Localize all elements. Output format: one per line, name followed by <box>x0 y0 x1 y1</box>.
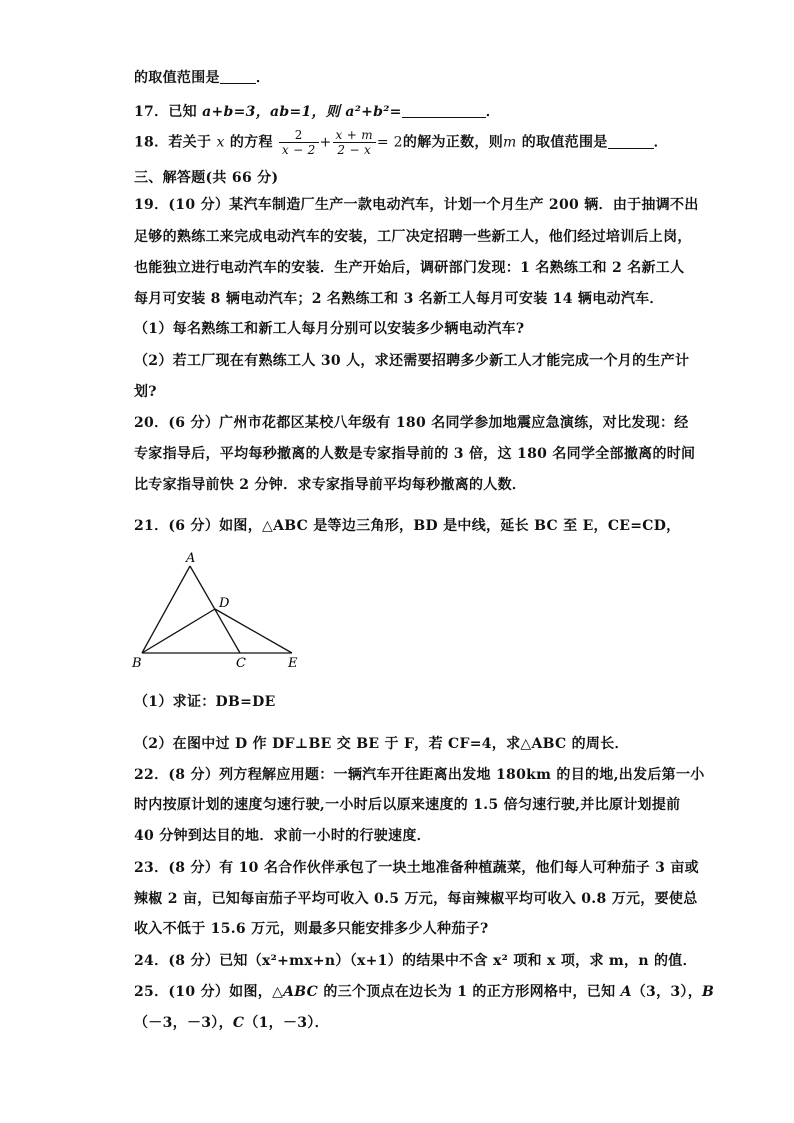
fraction-2: $\frac{x + m}{2 - x}$ <box>333 128 376 157</box>
q20-line-3: 比专家指导前快 2 分钟．求专家指导前平均每秒撤离的人数． <box>134 477 527 493</box>
label-C: C <box>236 656 246 671</box>
q20-line-2: 专家指导后，平均每秒撤离的人数是专家指导前的 3 倍，这 180 名同学全部撤离的时间 <box>134 446 696 462</box>
q23-line-3: 收入不低于 15.6 万元，则最多只能安排多少人种茄子? <box>134 921 489 937</box>
q19-line-4: 每月可安装 8 辆电动汽车；2 名熟练工和 3 名新工人每月可安装 14 辆电动汽车． <box>134 291 664 307</box>
label-D: D <box>219 596 230 611</box>
answer-blank <box>220 70 256 84</box>
q19-line-1: 19．(10 分）某汽车制造厂生产一款电动汽车，计划一个月生产 200 辆．由于抽调不出 <box>134 197 699 213</box>
question-17: 17．已知 a+b=3，ab=1，则 a²+b²= ． <box>134 104 501 120</box>
q22-line-2: 时内按原计划的速度匀速行驶,一小时后以原来速度的 1.5 倍匀速行驶,并比原计划提前 <box>134 797 681 813</box>
q22-line-3: 40 分钟到达目的地．求前一小时的行驶速度． <box>134 828 431 844</box>
q19-line-3: 也能独立进行电动汽车的安装．生产开始后，调研部门发现：1 名熟练工和 2 名新工人 <box>134 260 685 276</box>
triangle-figure <box>128 548 308 673</box>
q23-line-1: 23．(8 分）有 10 名合作伙伴承包了一块土地准备种植蔬菜，他们每人可种茄子 3 亩或 <box>134 860 699 876</box>
q25-line-2: （－3，－3），C（1，－3）． <box>134 1015 329 1031</box>
answer-blank <box>402 104 486 118</box>
q24-line-1: 24．(8 分）已知（x²+mx+n）（x+1）的结果中不含 x² 项和 x 项，求 m，n 的值． <box>134 953 697 969</box>
q20-line-1: 20．(6 分）广州市花都区某校八年级有 180 名同学参加地震应急演练，对比发现：经 <box>134 415 689 431</box>
answer-blank <box>608 135 654 149</box>
q16-tail: 的取值范围是 ． <box>134 70 271 86</box>
q19-part-2b: 划? <box>134 384 157 400</box>
q19-part-1: （1）每名熟练工和新工人每月分别可以安装多少辆电动汽车? <box>134 321 525 337</box>
q19-line-2: 足够的熟练工来完成电动汽车的安装，工厂决定招聘一些新工人，他们经过培训后上岗， <box>134 229 692 245</box>
q19-part-2a: （2）若工厂现在有熟练工人 30 人，求还需要招聘多少新工人才能完成一个月的生产计 <box>134 353 690 369</box>
q21-part-2: （2）在图中过 D 作 DF⊥BE 交 BE 于 F，若 CF=4，求△ABC 的周长． <box>134 736 629 752</box>
q23-line-2: 辣椒 2 亩，已知每亩茄子平均可收入 0.5 万元，每亩辣椒平均可收入 0.8 万元，要使总 <box>134 891 698 907</box>
label-B: B <box>132 656 142 671</box>
section-title: 三、解答题(共 66 分) <box>134 170 279 186</box>
q25-line-1: 25．(10 分）如图，△ABC 的三个顶点在边长为 1 的正方形网格中，已知 A（3，3），B <box>134 984 715 1000</box>
question-18: 18．若关于 x 的方程 $\frac{2}{x - 2}$ + $\frac{x + m}{2 - x}$ = 2的解为正数，则m 的取值范围是 ． <box>134 128 668 157</box>
q22-line-1: 22．(8 分）列方程解应用题：一辆汽车开往距离出发地 180km 的目的地,出发后第一小 <box>134 767 705 783</box>
q21-part-1: （1）求证：DB=DE <box>134 694 276 710</box>
q21-line-1: 21．(6 分）如图，△ABC 是等边三角形，BD 是中线，延长 BC 至 E，CE=CD， <box>134 518 681 534</box>
fraction-1: $\frac{2}{x - 2}$ <box>279 128 319 157</box>
label-E: E <box>288 656 298 671</box>
label-A: A <box>186 551 196 566</box>
